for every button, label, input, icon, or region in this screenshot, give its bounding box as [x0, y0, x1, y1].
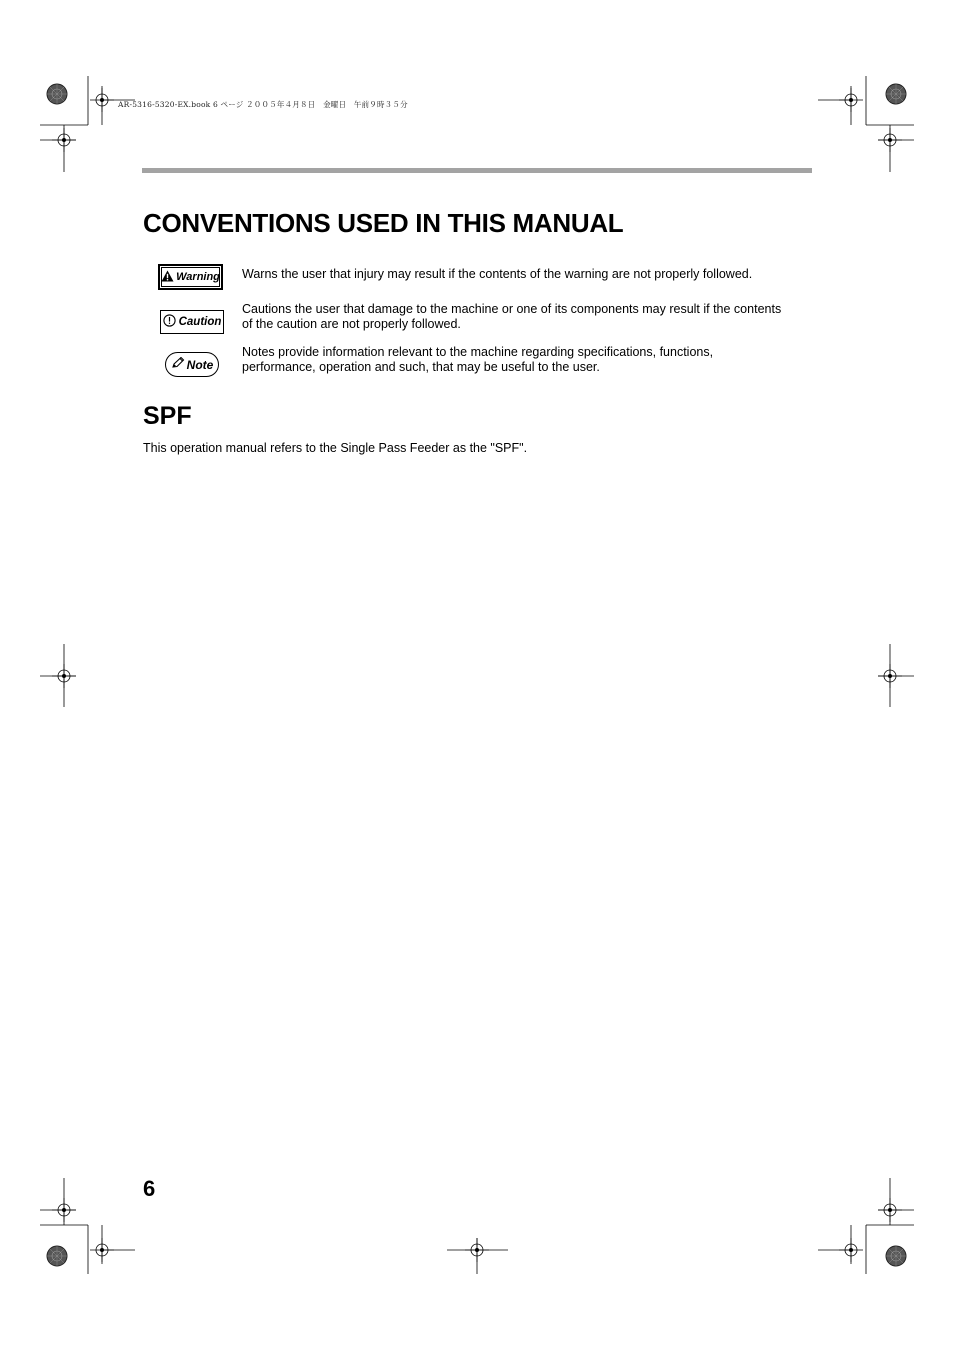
crop-mark-bottom-right	[818, 1178, 914, 1274]
section-title-conventions: CONVENTIONS USED IN THIS MANUAL	[143, 208, 624, 238]
warning-badge	[158, 264, 223, 290]
header-rule	[142, 168, 812, 173]
crop-mark-bottom-left	[40, 1178, 135, 1274]
exclamation-circle-icon	[163, 314, 176, 330]
caution-badge	[160, 310, 224, 334]
note-badge-label: Note	[186, 357, 214, 372]
warning-badge-label: Warning	[176, 271, 220, 283]
crop-mark-middle-right	[878, 644, 914, 707]
print-slug: AR-5316-5320-EX.book 6 ページ ２００５年４月８日 金曜日 午前９時３５分	[118, 100, 408, 109]
warning-triangle-icon	[161, 270, 174, 285]
crop-mark-bottom-center	[447, 1238, 508, 1274]
warning-description-line: Warns the user that injury may result if the contents of the warning are not properly followed.	[242, 267, 753, 281]
page-number: 6	[143, 1176, 156, 1201]
note-description-line: Notes provide information relevant to the machine regarding specifications, functions,	[242, 345, 714, 359]
note-description	[242, 345, 713, 375]
caution-description	[242, 302, 781, 332]
crop-mark-top-right	[818, 76, 914, 172]
note-badge	[165, 352, 219, 377]
pencil-icon	[171, 357, 185, 372]
caution-description-line: of the caution are not properly followed.	[242, 317, 461, 331]
crop-mark-top-left	[40, 76, 135, 172]
warning-description	[242, 267, 752, 282]
crop-mark-middle-left	[40, 644, 76, 707]
caution-description-line: Cautions the user that damage to the machine or one of its components may result if the contents	[242, 302, 782, 316]
note-description-line: performance, operation and such, that may be useful to the user.	[242, 360, 600, 374]
caution-badge-label: Caution	[178, 316, 222, 328]
section-title-spf: SPF	[143, 402, 192, 430]
spf-body-text: This operation manual refers to the Single Pass Feeder as the "SPF".	[143, 441, 528, 455]
